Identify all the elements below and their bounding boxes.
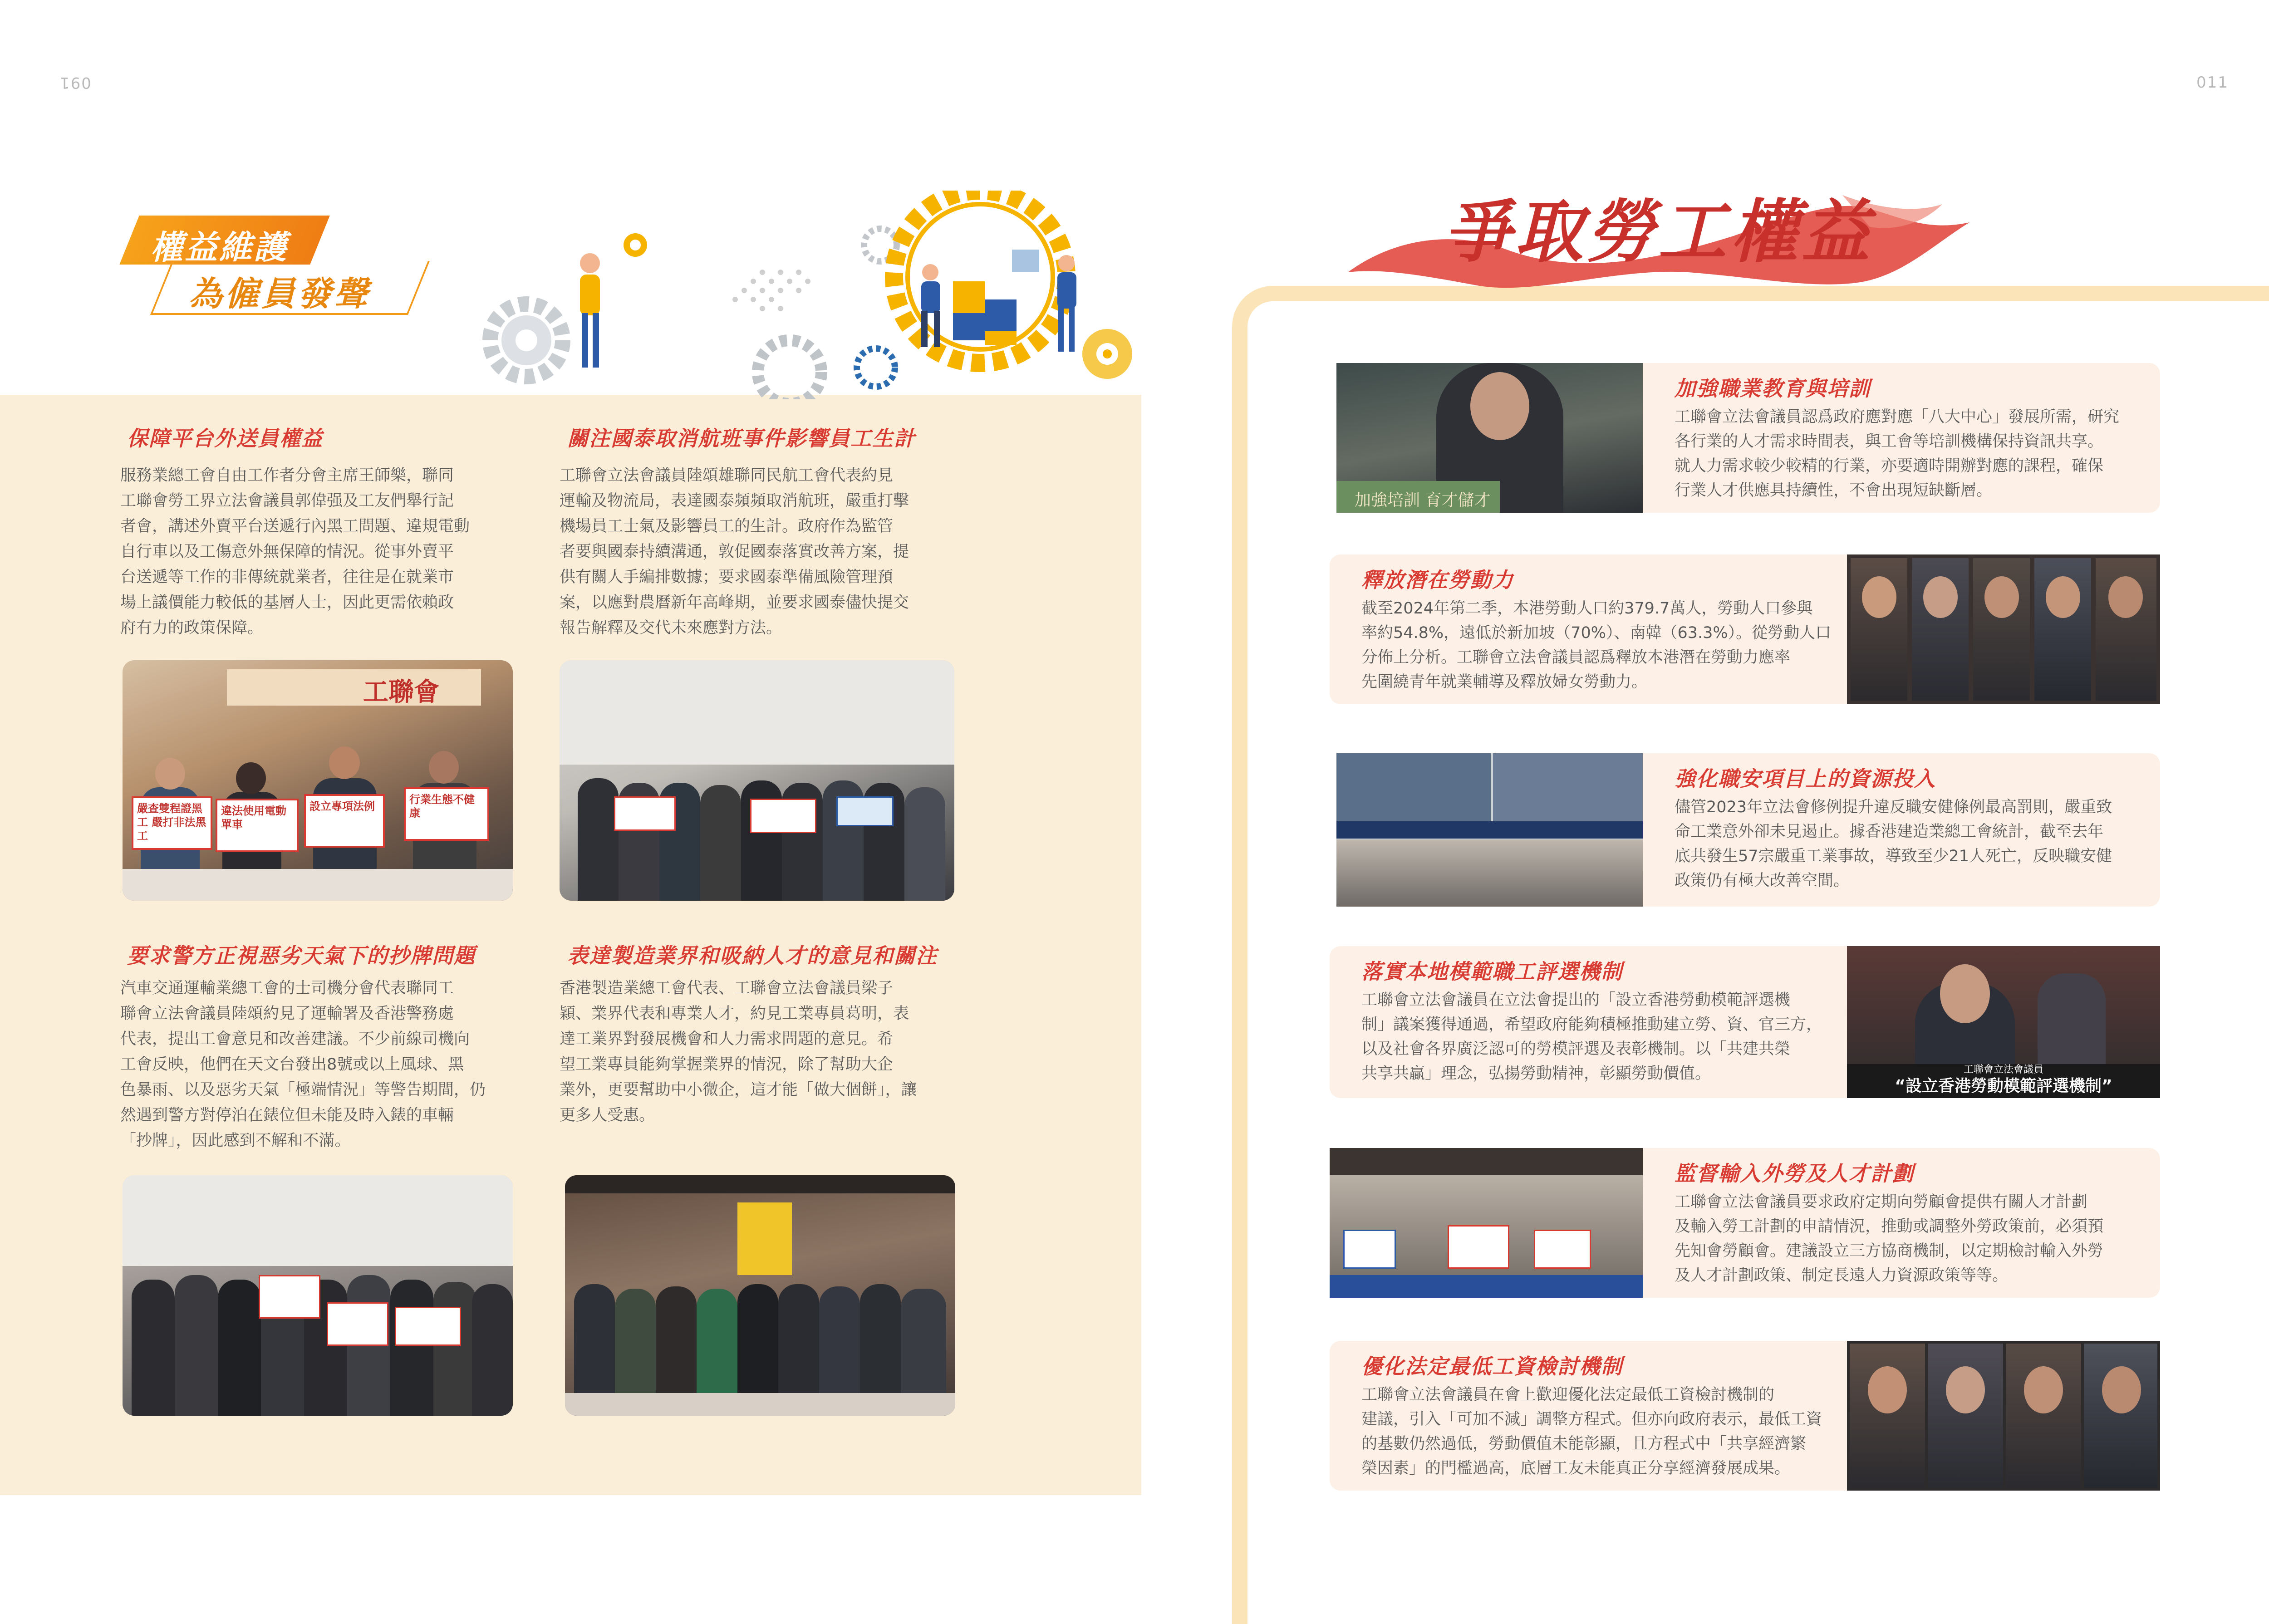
protest-sign — [259, 1275, 320, 1319]
text-line: 聯會立法會議員陸頌約見了運輸署及香港警務處 — [120, 1005, 454, 1023]
portrait-tile — [1973, 558, 2030, 701]
photo-caption-bar — [1847, 1064, 2160, 1098]
collage-tile — [1336, 753, 1491, 826]
person-head — [2102, 1366, 2141, 1413]
text-line: 政策仍有極大改善空間。 — [1675, 872, 1850, 890]
text-line: 工聯會立法會議員在會上歡迎優化法定最低工資檢討機制的 — [1361, 1386, 1775, 1404]
halftone-dots-icon — [732, 270, 810, 311]
text-line: 工聯會立法會議員認爲政府應對應「八大中心」發展所需，研究 — [1675, 408, 2120, 426]
portrait-tile — [2006, 1344, 2081, 1488]
card-minimum-wage — [1330, 1341, 1847, 1491]
person-head — [155, 758, 185, 790]
photo-emblem — [737, 1202, 792, 1275]
banner-line-2: 為僱員發聲 — [188, 275, 370, 314]
person-figure — [175, 1275, 218, 1416]
gear-icon — [857, 348, 895, 387]
text-line: 者會，講述外賣平台送遞行內黑工問題、違規電動 — [120, 517, 470, 535]
person-figure — [433, 1282, 476, 1416]
text-line: 場上議價能力較低的基層人士，因此更需依賴政 — [120, 594, 454, 612]
page-guide-line — [1232, 286, 1273, 1624]
portrait-tile — [1928, 1344, 2003, 1488]
text-line: 分佈上分析。工聯會立法會議員認爲釋放本港潛在勞動力應率 — [1361, 648, 1791, 667]
section-title-manufacturing: 表達製造業界和吸納人才的意見和關注 — [567, 943, 938, 968]
portrait-tile — [2034, 558, 2091, 701]
photo-legislators-grid — [1847, 554, 2160, 704]
photo-wall — [560, 660, 954, 765]
text-line: 望工業專員能夠掌握業界的情況，除了幫助大企 — [560, 1055, 894, 1074]
protest-sign — [750, 799, 816, 833]
card-vocational-training — [1643, 363, 2160, 513]
section-banner-top — [119, 216, 330, 265]
gear-icon — [490, 304, 563, 377]
person-figure — [472, 1284, 513, 1416]
text-line: 自行車以及工傷意外無保障的情況。從事外賣平 — [120, 543, 454, 561]
protest-sign — [836, 796, 894, 826]
person-figure — [218, 1280, 261, 1416]
section-body-cathay-flights — [560, 463, 950, 641]
card-title: 強化職安項目上的資源投入 — [1675, 766, 1936, 791]
text-line: 各行業的人才需求時間表，與工會等培訓機構保持資訊共享。 — [1675, 432, 2104, 451]
protest-sign — [404, 787, 489, 841]
text-line: 案，以應對農曆新年高峰期，並要求國泰儘快提交 — [560, 594, 909, 612]
card-labour-force — [1330, 554, 1847, 704]
photo-safety-collage — [1336, 753, 1643, 907]
text-line: 截至2024年第二季，本港勞動人口約379.7萬人，勞動人口參與 — [1361, 599, 1813, 618]
text-line: 運輸及物流局，表達國泰頻頻取消航班，嚴重打擊 — [560, 492, 909, 510]
text-line: 工會反映，他們在天文台發出8號或以上風球、黑 — [120, 1055, 464, 1074]
card-body — [1361, 988, 1838, 1086]
placard — [1336, 481, 1500, 513]
person-head — [1984, 576, 2019, 618]
section-body-police-ticketing — [120, 976, 501, 1153]
text-line: 及人才計劃政策、制定長遠人力資源政策等等。 — [1675, 1266, 2009, 1285]
person-figure — [390, 1280, 433, 1416]
puzzle-piece-icon — [1012, 250, 1039, 272]
section-title-cathay-flights: 關注國泰取消航班事件影響員工生計 — [567, 426, 916, 451]
photo-table — [565, 1393, 955, 1416]
card-body — [1361, 1383, 1838, 1481]
text-line: 穎、業界代表和專業人才，約見工業專員葛明，表 — [560, 1005, 909, 1023]
text-line: 共享共贏」理念，弘揚勞動精神，彰顯勞動價值。 — [1361, 1065, 1711, 1083]
card-title: 優化法定最低工資檢討機制 — [1361, 1354, 1623, 1379]
text-line: 達工業界對發展機會和人力需求問題的意見。希 — [560, 1030, 894, 1048]
text-line: 底共發生57宗嚴重工業事故，導致至少21人死亡，反映職安健 — [1675, 847, 2112, 865]
card-imported-labour — [1643, 1148, 2160, 1298]
card-body — [1675, 1190, 2151, 1288]
text-line: 者要與國泰持續溝通，敦促國泰落實改善方案，提 — [560, 543, 909, 561]
card-title: 釋放潛在勞動力 — [1361, 568, 1514, 592]
portrait-tile — [1912, 558, 1969, 701]
person-head — [1940, 964, 1990, 1023]
text-line: 以及社會各界廣泛認可的勞模評選及表彰機制。以「共建共榮 — [1361, 1040, 1791, 1058]
portrait-tile — [2084, 1344, 2157, 1488]
photo-manufacturing-meeting — [565, 1175, 955, 1416]
person-head — [1862, 576, 1896, 618]
text-line: 機場員工士氣及影響員工的生計。政府作為監管 — [560, 517, 894, 535]
person-head — [1470, 372, 1529, 440]
photo-vocational-training — [1336, 363, 1643, 513]
text-line: 行業人才供應具持續性，不會出現短缺斷層。 — [1675, 481, 1993, 500]
collage-caption-strip — [1336, 821, 1643, 839]
person-figure — [700, 785, 741, 901]
card-occupational-safety — [1643, 753, 2160, 907]
text-line: 服務業總工會自由工作者分會主席王師樂，聯同 — [120, 466, 454, 485]
card-model-worker — [1330, 946, 1847, 1098]
text-line: 汽車交通運輸業總工會的士司機分會代表聯同工 — [120, 979, 454, 997]
protest-sign — [1534, 1230, 1591, 1269]
photo-backdrop-banner — [227, 669, 481, 706]
text-line: 儘管2023年立法會修例提升違反職安健條例最高罰則，嚴重致 — [1675, 798, 2112, 816]
protest-sign-text: 設立專項法例 — [309, 800, 375, 813]
person-head — [2108, 576, 2143, 618]
photo-wall — [123, 1175, 513, 1266]
text-line: 報告解釋及交代未來應對方法。 — [560, 619, 782, 637]
portrait-tile — [2096, 558, 2156, 701]
protest-sign — [132, 796, 212, 850]
text-line: 命工業意外卻未見遏止。據香港建造業總工會統計，截至去年 — [1675, 823, 2104, 841]
section-banner-bottom — [150, 261, 430, 315]
text-line: 工聯會立法會議員要求政府定期向勞顧會提供有關人才計劃 — [1675, 1193, 2088, 1211]
card-body — [1675, 405, 2151, 503]
text-line: 代表，提出工會意見和改善建議。不少前線司機向 — [120, 1030, 470, 1048]
protest-sign — [1343, 1230, 1396, 1269]
card-body — [1675, 795, 2151, 893]
text-line: 制」議案獲得通過，希望政府能夠積極推動建立勞、資、官三方， — [1361, 1016, 1822, 1034]
text-line: 榮因素」的門檻過高，底層工友未能真正分享經濟發展成果。 — [1361, 1459, 1791, 1477]
gear-icon — [758, 340, 821, 399]
text-line: 業外，更要幫助中小微企，這才能「做大個餅」，讓 — [560, 1081, 917, 1099]
photo-ceiling — [565, 1175, 955, 1193]
protest-sign — [614, 796, 676, 831]
photo-taxi-drivers — [123, 1175, 513, 1416]
banner-line-1: 權益維護 — [150, 228, 288, 266]
person-head — [2024, 1366, 2063, 1413]
photo-imported-labour — [1330, 1148, 1643, 1298]
protest-sign-text: 嚴查雙程證黑工 嚴打非法黑工 — [137, 802, 206, 842]
text-line: 先圍繞青年就業輔導及釋放婦女勞動力。 — [1361, 673, 1648, 691]
person-head — [1868, 1366, 1907, 1413]
text-line: 率約54.8%，遠低於新加坡（70%）、南韓（63.3%）。從勞動人口 — [1361, 624, 1832, 642]
photo-ceiling — [1330, 1148, 1643, 1175]
photo-caption-top: 工聯會立法會議員 — [1963, 1064, 2043, 1075]
head-gear-icon — [1082, 329, 1132, 379]
section-title-police-ticketing: 要求警方正視惡劣天氣下的抄牌問題 — [127, 943, 476, 968]
text-line: 工聯會立法會議員在立法會提出的「設立香港勞動模範評選機 — [1361, 991, 1791, 1009]
text-line: 香港製造業總工會代表、工聯會立法會議員梁子 — [560, 979, 894, 997]
person-figure — [132, 1280, 175, 1416]
section-body-manufacturing — [560, 976, 950, 1128]
section-title-delivery-workers: 保障平台外送員權益 — [127, 426, 323, 451]
text-line: 及輸入勞工計劃的申請情況，推動或調整外勞政策前，必須預 — [1675, 1217, 2104, 1236]
text-line: 建議，引入「可加不減」調整方程式。但亦向政府表示，最低工資 — [1361, 1410, 1822, 1428]
collage-tile — [1336, 839, 1643, 907]
text-line: 供有關人手編排數據；要求國泰準備風險管理預 — [560, 568, 894, 586]
photo-banner — [1330, 1275, 1643, 1298]
person-figure — [578, 778, 619, 901]
protest-sign — [1448, 1225, 1509, 1269]
text-line: 然遇到警方對停泊在錶位但未能及時入錶的車輛 — [120, 1106, 454, 1124]
protest-sign — [327, 1302, 388, 1346]
portrait-tile — [1850, 1344, 1925, 1488]
person-with-lightbulb-icon — [580, 233, 647, 368]
text-line: 「抄牌」，因此感到不解和不滿。 — [120, 1132, 351, 1150]
photo-legislators-grid-2 — [1847, 1341, 2160, 1491]
card-title: 監督輸入外勞及人才計劃 — [1675, 1161, 1914, 1186]
page-number-left: 091 — [59, 74, 91, 92]
card-body — [1361, 596, 1838, 694]
text-line: 先知會勞顧會。建議設立三方協商機制，以定期檢討輸入外勞 — [1675, 1242, 2104, 1260]
text-line: 就人力需求較少較精的行業，亦要適時開辦對應的課程，確保 — [1675, 457, 2104, 475]
card-title: 落實本地模範職工評選機制 — [1361, 959, 1623, 984]
collage-tile — [1493, 753, 1643, 826]
protest-sign — [395, 1307, 461, 1346]
photo-table — [123, 869, 513, 901]
protest-sign — [304, 794, 385, 848]
person-head — [329, 746, 360, 779]
section-body-delivery-workers — [120, 463, 501, 641]
text-line: 府有力的政策保障。 — [120, 619, 264, 637]
text-line: 工聯會立法會議員陸頌雄聯同民航工會代表約見 — [560, 466, 894, 485]
text-line: 工聯會勞工界立法會議員郭偉强及工友們舉行記 — [120, 492, 454, 510]
person-head — [1946, 1366, 1985, 1413]
placard-text: 加強培訓 育才儲才 — [1355, 491, 1491, 510]
gears-illustration — [481, 191, 1144, 399]
person-head — [429, 751, 459, 784]
person-figure — [904, 787, 945, 901]
person-head — [236, 762, 266, 794]
page-number-right: 011 — [2196, 74, 2229, 92]
text-line: 色暴雨、以及惡劣天氣「極端情況」等警告期間，仍 — [120, 1081, 486, 1099]
person-head — [1923, 576, 1958, 618]
text-line: 更多人受惠。 — [560, 1106, 655, 1124]
photo-caption: “設立香港勞動模範評選機制” — [1895, 1077, 2112, 1095]
photo-legco-chamber — [1847, 946, 2160, 1098]
portrait-tile — [1851, 558, 1907, 701]
person-figure — [2038, 973, 2106, 1064]
right-page-title: 爭取勞工權益 — [1443, 192, 1874, 272]
protest-sign-text: 行業生態不健康 — [409, 793, 475, 819]
protest-sign — [216, 799, 299, 852]
photo-cathay-meeting — [560, 660, 954, 901]
text-line: 的基數仍然過低，勞動價值未能彰顯，且方程式中「共享經濟繁 — [1361, 1435, 1807, 1453]
protest-sign-text: 違法使用電動單車 — [221, 805, 286, 831]
photo-banner-text: 工聯會 — [363, 677, 439, 707]
person-head — [2046, 576, 2080, 618]
text-line: 台送遞等工作的非傳統就業者，往往是在就業市 — [120, 568, 454, 586]
photo-delivery-press-conference — [123, 660, 513, 901]
card-title: 加強職業教育與培訓 — [1675, 376, 1871, 401]
